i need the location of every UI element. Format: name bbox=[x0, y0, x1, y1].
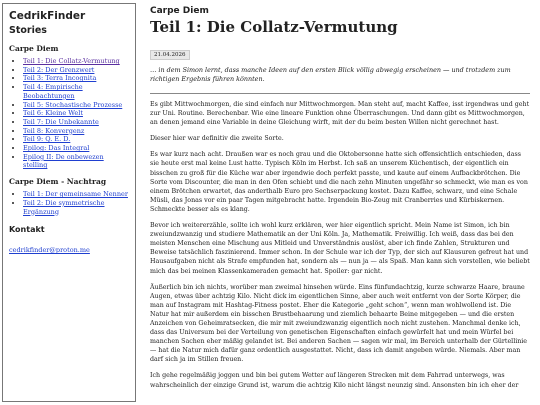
list-item bbox=[23, 101, 129, 110]
article bbox=[150, 6, 530, 397]
chapter-link[interactable]: Teil 1: Der gemeinsame Nenner bbox=[23, 190, 128, 199]
chapter-link[interactable]: Epilog II: De onbewezen stelling bbox=[23, 152, 104, 170]
divider bbox=[150, 93, 530, 94]
paragraph: Ich gehe regelmäßig joggen und bin bei gutem Wetter auf längeren Strecken mit dem Fahrrad unterwegs, was wahrscheinlich der einzige Grund ist, warum die achtzig Kilo nicht längst neunzig sind. Ansonsten bin ich eher der bbox=[150, 372, 519, 389]
chapter-link[interactable]: Teil 3: Terra Incognita bbox=[23, 74, 97, 83]
chapter-link[interactable]: Teil 8: Konvergenz bbox=[23, 126, 85, 135]
page-title: Teil 1: Die Collatz-Vermutung bbox=[150, 18, 398, 36]
list-item bbox=[23, 109, 129, 118]
site-title[interactable]: CedrikFinder bbox=[9, 10, 86, 22]
chapter-link[interactable]: Teil 2: Der Grenzwert bbox=[23, 65, 95, 74]
story-series-label: Carpe Diem bbox=[150, 6, 209, 16]
list-item bbox=[23, 57, 129, 66]
chapter-link[interactable]: Teil 2: Die symmetrische Ergänzung bbox=[23, 198, 105, 216]
sidebar bbox=[2, 3, 136, 402]
list-item bbox=[23, 127, 129, 136]
list-item bbox=[23, 74, 129, 83]
paragraph: Dieser hier war definitiv die zweite Sorte. bbox=[150, 135, 284, 143]
paragraph: Äußerlich bin ich nichts, worüber man zweimal hinsehen würde. Eins fünfundachtzig, kurze schwarze Haare, braune Augen, etwas über achtzig Kilo. Nicht dick im eigentlichen Sinne, aber auch weit entfernt von der Sorte Körper, die man auf Instagram mit Hashtag-Fitness postet. Eher die Kategorie „geht schon“, wenn man wohlwollend ist. Die Natur hat mir außerdem ein bisschen Brustbehaarung und ziemlich behaarte Beine mitgegeben — und die ersten Anzeichen von Geheimratsecken, die mir mit zweiundzwanzig eigentlich noch nicht zustehen. Manchmal denke ich, dass das Universum bei der Verteilung von genetischen Eigenschaften einfach gewürfelt hat und mein Würfel bei manchen Sachen eher mäßig gelandet ist. Bei anderen Sachen — sagen wir mal, im Bereich unterhalb der Gürtellinie — hat die Natur mich dafür ganz ordentlich ausgestattet. Nicht, dass ich damit angeben würde. Niemals. Aber man darf sich ja im Stillen freuen. bbox=[150, 283, 528, 364]
list-item bbox=[23, 153, 129, 170]
paragraph: Es gibt Mittwochmorgen, die sind einfach nur Mittwochmorgen. Man steht auf, macht Kaffee, isst irgendwas und geht zur Uni. Routine. Berechenbar. Wie eine lineare Funktion ohne Überraschungen. Und dann gibt es Mittwochmorgen, an denen jemand eine Variable in deine Gleichung wirft, mit der du beim besten Willen nicht gerechnet hast. bbox=[150, 101, 530, 127]
contact-heading: Kontakt bbox=[9, 225, 45, 235]
chapter-link[interactable]: Epilog: Das Integral bbox=[23, 144, 90, 153]
list-item bbox=[23, 66, 129, 75]
chapter-link[interactable]: Teil 5: Stochastische Prozesse bbox=[23, 100, 123, 109]
paragraph: Bevor ich weitererzähle, sollte ich wohl kurz erklären, wer hier eigentlich spricht. Mein Name ist Simon, ich bin zweiundzwanzig und studiere Mathematik an der Uni Köln. Ja, Mathematik. Freiwillig. Ich weiß, dass das bei den meisten Menschen eine Mischung aus Mitleid und Unverständnis auslöst, aber ich finde Zahlen, Strukturen und Beweise tatsächlich faszinierend. Immer schon. In der Schule war ich der Typ, der sich auf Klausuren gefreut hat und Hausaufgaben nicht als Strafe empfunden hat, sondern als — nun ja — als Spaß. Man kann sich vorstellen, wie beliebt mich das bei meinen Klassenkameraden gemacht hat. Spoiler: gar nicht. bbox=[150, 222, 530, 275]
chapter-list bbox=[9, 57, 129, 170]
chapter-link[interactable]: Teil 7: Die Unbekannte bbox=[23, 117, 99, 126]
section-heading-carpe-diem: Carpe Diem bbox=[9, 44, 59, 53]
list-item bbox=[23, 83, 129, 100]
section-heading-nachtrag: Carpe Diem - Nachtrag bbox=[9, 177, 107, 187]
site-subtitle: Stories bbox=[9, 25, 47, 36]
chapter-link[interactable]: Teil 4: Empirische Beobachtungen bbox=[23, 83, 83, 100]
chapter-link[interactable]: Teil 6: Kleine Welt bbox=[23, 109, 83, 118]
list-item bbox=[23, 199, 129, 216]
paragraph: Es war kurz nach acht. Draußen war es noch grau und die Oktobersonne hatte sich offensichtlich entschieden, dass sie heute erst mal keine Lust hatte. Typisch Köln im Herbst. Ich saß an unserem Küchentisch, der eigentlich ein bisschen zu groß für die Küche war aber irgendwie doch perfekt passte, und kaute auf einem Aufbackbrötchen. Die Sorte vom Discounter, die man in den Ofen schiebt und die nach zehn Minuten ungefähr so schmeckt, wie man es von einem Brötchen erwartet, das anderthalb Euro pro Sechserpackung kostet. Dazu Kaffee, schwarz, und eine Schale Müsli, das Jonas vor ein paar Tagen mitgebracht hatte. Irgendein Bio-Zeug mit Cranberries und Kürbiskernen. Schmeckte besser als es klang. bbox=[150, 151, 528, 213]
chapter-link[interactable]: Teil 1: Die Collatz-Vermutung bbox=[23, 57, 120, 65]
list-item bbox=[23, 190, 129, 199]
chapter-list-nachtrag bbox=[9, 190, 129, 216]
chapter-link[interactable]: Teil 9: Q. E. D. bbox=[23, 135, 71, 144]
list-item bbox=[23, 118, 129, 127]
lead-text: … in dem Simon lernt, dass manche Ideen auf den ersten Blick völlig abwegig erscheinen — und trotzdem zum richtigen Ergebnis führen könnten. bbox=[150, 66, 511, 83]
list-item bbox=[23, 135, 129, 144]
contact-email-link[interactable]: cedrikfinder@proton.me bbox=[9, 246, 90, 255]
list-item bbox=[23, 144, 129, 153]
date-badge: 21.04.2026 bbox=[150, 50, 190, 60]
